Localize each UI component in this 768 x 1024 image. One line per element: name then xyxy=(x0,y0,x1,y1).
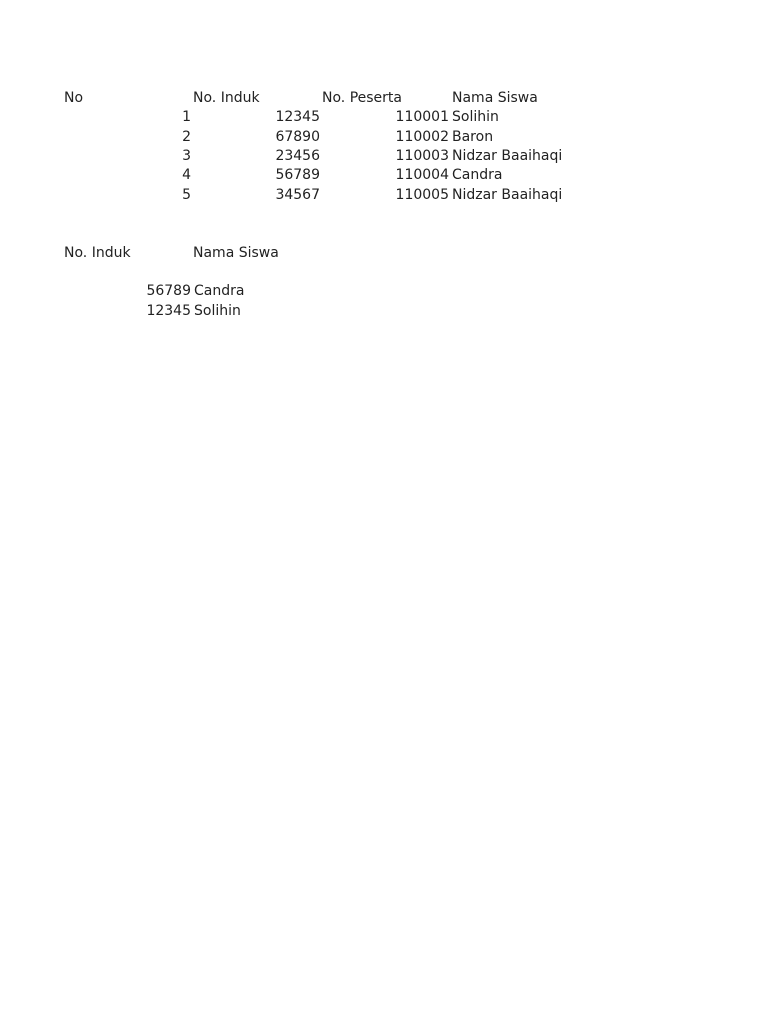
table1-header-no: No xyxy=(64,90,84,106)
table2-cell-nama-siswa: Solihin xyxy=(194,303,241,319)
table1-cell-no-induk: 67890 xyxy=(275,129,320,145)
table2-cell-no-induk: 12345 xyxy=(146,303,191,319)
table1-cell-no: 3 xyxy=(182,148,191,164)
table1-cell-nama-siswa: Nidzar Baaihaqi xyxy=(452,148,563,164)
table1-header-no-induk: No. Induk xyxy=(193,90,260,106)
table1-cell-no: 4 xyxy=(182,167,191,183)
table1-cell-no: 2 xyxy=(182,129,191,145)
table1-cell-no-peserta: 110002 xyxy=(395,129,449,145)
table1-cell-no-induk: 12345 xyxy=(275,109,320,125)
table1-cell-no-peserta: 110004 xyxy=(395,167,449,183)
table1-cell-no: 1 xyxy=(182,109,191,125)
table2-header-no-induk: No. Induk xyxy=(64,245,131,261)
table1-header-nama-siswa: Nama Siswa xyxy=(452,90,538,106)
table1-cell-no-induk: 34567 xyxy=(275,187,320,203)
table1-cell-no-induk: 23456 xyxy=(275,148,320,164)
table1-cell-nama-siswa: Baron xyxy=(452,129,494,145)
table2-header-nama-siswa: Nama Siswa xyxy=(193,245,279,261)
table1-cell-no-induk: 56789 xyxy=(275,167,320,183)
table1-cell-nama-siswa: Solihin xyxy=(452,109,499,125)
table1-cell-no: 5 xyxy=(182,187,191,203)
table1-cell-no-peserta: 110005 xyxy=(395,187,449,203)
table1-cell-nama-siswa: Nidzar Baaihaqi xyxy=(452,187,563,203)
table2-cell-nama-siswa: Candra xyxy=(194,283,245,299)
table1-cell-nama-siswa: Candra xyxy=(452,167,503,183)
table2-cell-no-induk: 56789 xyxy=(146,283,191,299)
table1-header-no-peserta: No. Peserta xyxy=(322,90,402,106)
table1-cell-no-peserta: 110003 xyxy=(395,148,449,164)
table1-cell-no-peserta: 110001 xyxy=(395,109,449,125)
